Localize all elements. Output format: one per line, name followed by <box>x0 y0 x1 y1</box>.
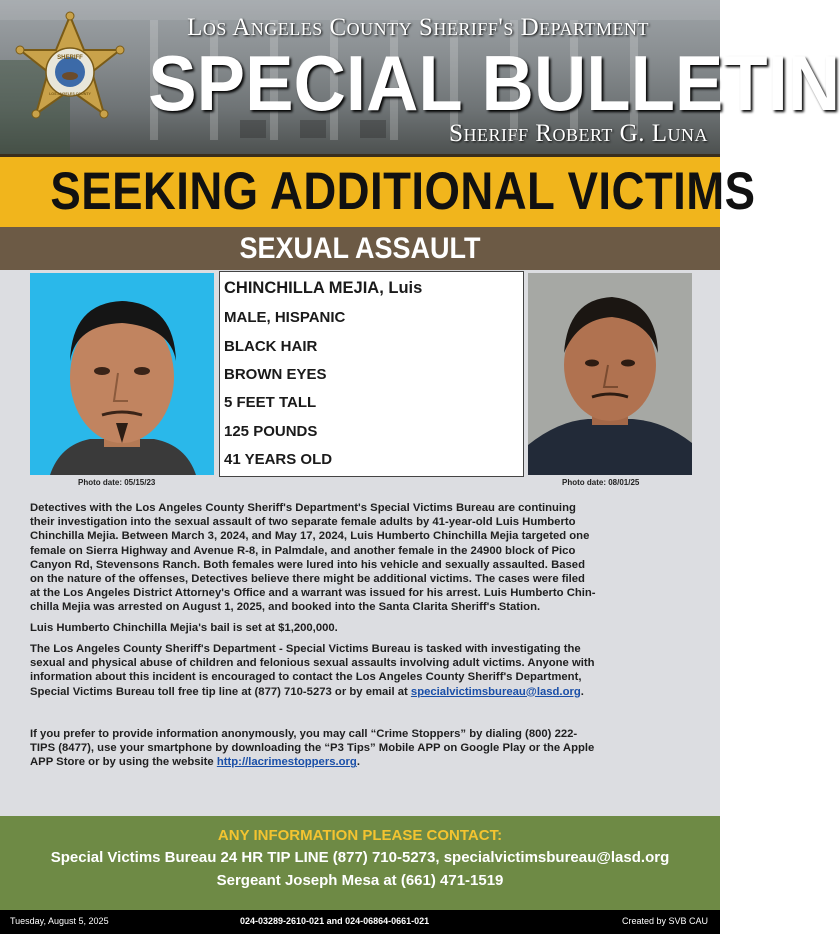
suspect-detail: 125 POUNDS <box>224 423 318 440</box>
bottom-bar <box>0 910 720 934</box>
suspect-photo-right <box>528 273 692 475</box>
paragraph-line: Detectives with the Los Angeles County Sheriff's Department's Special Victims Bureau are continuing <box>30 502 576 514</box>
paragraph-line: Canyon Rd, Stevensons Ranch. Both females were lured into his vehicle and sexually assaulted. Based <box>30 558 585 571</box>
suspect-detail: BLACK HAIR <box>224 338 318 355</box>
headline-banner <box>0 154 756 227</box>
sheriff-star-badge-icon <box>14 14 126 126</box>
case-numbers: 024-03289-2610-021 and 024-06864-0661-021 <box>240 916 430 926</box>
paragraph-line: at the Los Angeles District Attorney's Office and a warrant was issued for his arrest. Luis Humberto Chin- <box>30 587 596 600</box>
crime-banner <box>0 227 720 270</box>
suspect-detail: 5 FEET TALL <box>224 394 317 411</box>
suspect-portrait-icon <box>30 273 214 475</box>
badge-ring-text: LOS ANGELES COUNTY <box>49 92 91 96</box>
suspect-detail: MALE, HISPANIC <box>224 309 346 326</box>
sergeant-contact: Sergeant Joseph Mesa at (661) 471-1519 <box>216 872 504 889</box>
photo-left-date: Photo date: 05/15/23 <box>78 478 156 487</box>
paragraph-line: on the nature of the offenses, Detectives believe there might be additional victims. The cases were filed <box>30 573 585 586</box>
bulletin-title: SPECIAL BULLETIN <box>148 39 840 127</box>
created-by: Created by SVB CAU <box>621 916 708 926</box>
paragraph-line: chilla Mejia was arrested on August 1, 2025, and booked into the Santa Clarita Sheriff's Station. <box>30 601 541 614</box>
paragraph-line: their investigation into the sexual assault of two separate female adults by 41-year-old Luis Humberto <box>30 516 576 529</box>
paragraph-bail: Luis Humberto Chinchilla Mejia's bail is set at $1,200,000. <box>30 622 338 634</box>
punctuation: . <box>356 756 360 769</box>
suspect-detail: 41 YEARS OLD <box>224 451 333 468</box>
photo-right-date: Photo date: 08/01/25 <box>562 478 640 487</box>
department-name: Los Angeles County Sheriff's Department <box>187 14 649 41</box>
paragraph-line: information about this incident is encouraged to contact the Los Angeles County Sheriff's Department, <box>30 671 582 684</box>
paragraph-line <box>30 755 692 769</box>
paragraph-line: female on Sierra Highway and Avenue R-8, in Palmdale, and another female in the 24900 block of Pico <box>30 544 576 557</box>
bulletin-date: Tuesday, August 5, 2025 <box>10 916 109 926</box>
paragraph-line: sexual and physical abuse of children and felonious sexual assaults involving adult victims. Anyone with <box>30 657 595 670</box>
paragraph-special-victims <box>30 642 692 699</box>
sheriff-name: Sheriff Robert G. Luna <box>449 120 708 147</box>
paragraph-investigation <box>30 501 692 615</box>
email-link[interactable]: specialvictimsbureau@lasd.org <box>410 685 581 698</box>
suspect-details-box <box>219 271 524 477</box>
suspect-booking-photo-icon <box>528 273 692 475</box>
suspect-photo-left <box>30 273 214 475</box>
suspect-detail: BROWN EYES <box>224 366 327 383</box>
paragraph-line: TIPS (8477), use your smartphone by downloading the “P3 Tips” Mobile APP on Google Play or the Apple <box>30 742 595 755</box>
tip-line-contact: Special Victims Bureau 24 HR TIP LINE (877) 710-5273, specialvictimsbureau@lasd.org <box>50 849 670 866</box>
website-prefix-text: APP Store or by using the website <box>30 756 217 769</box>
suspect-name: CHINCHILLA MEJIA, Luis <box>224 279 423 297</box>
crime-text: SEXUAL ASSAULT <box>239 232 481 265</box>
paragraph-line: Chinchilla Mejia. Between March 3, 2024, and May 17, 2024, Luis Humberto Chinchilla Mejia targeted one <box>30 530 590 543</box>
crimestoppers-link[interactable]: http://lacrimestoppers.org <box>216 756 357 769</box>
paragraph-line <box>30 685 692 699</box>
badge-top-text: SHERIFF <box>57 55 83 61</box>
header <box>0 0 840 154</box>
punctuation: . <box>580 685 584 698</box>
contact-heading: ANY INFORMATION PLEASE CONTACT: <box>217 827 503 844</box>
contact-footer <box>0 816 720 910</box>
paragraph-crime-stoppers <box>30 727 692 770</box>
paragraph-line: If you prefer to provide information anonymously, you may call “Crime Stoppers” by dialing (800) 222- <box>30 728 578 740</box>
headline-text: SEEKING ADDITIONAL VICTIMS <box>50 162 756 221</box>
paragraph-line: The Los Angeles County Sheriff's Department - Special Victims Bureau is tasked with investigating the <box>30 643 581 655</box>
tip-line-text: Special Victims Bureau toll free tip line at (877) 710-5273 or by email at <box>30 685 411 698</box>
